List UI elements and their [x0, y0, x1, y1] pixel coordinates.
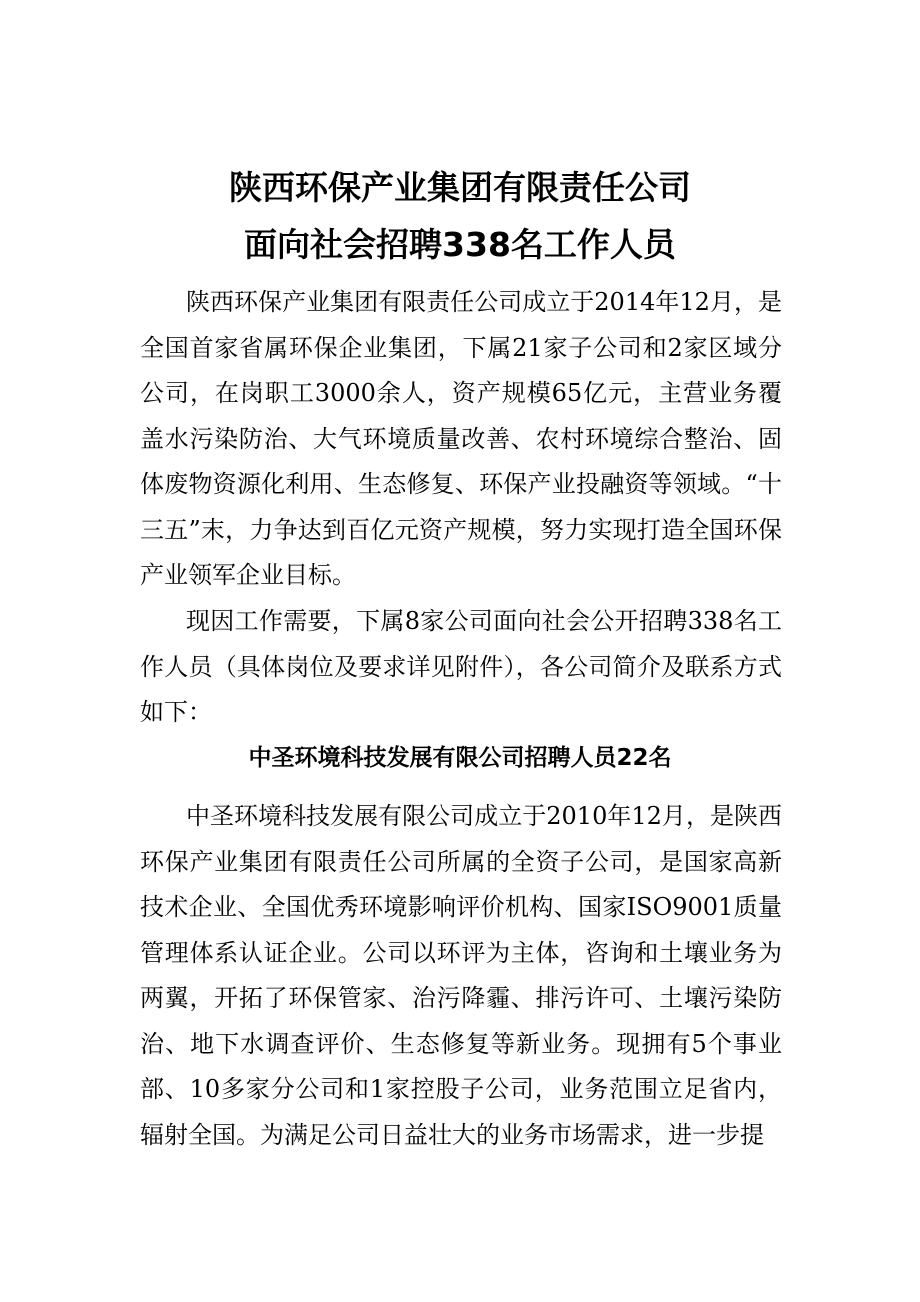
- company-intro-paragraph: 中圣环境科技发展有限公司成立于2010年12月，是陕西环保产业集团有限责任公司所属的全资子公司，是国家高新技术企业、全国优秀环境影响评价机构、国家ISO9001质量管理体系认证企业。公司以环评为主体，咨询和土壤业务为两翼，开拓了环保管家、治污降霾、排污许可、土壤污染防治、地下水调查评价、生态修复等新业务。现拥有5个事业部、10多家分公司和1家控股子公司，业务范围立足省内，辐射全国。为满足公司日益壮大的业务市场需求，进一步提: [140, 802, 782, 1149]
- recruitment-paragraph: 现因工作需要，下属8家公司面向社会公开招聘338名工作人员（具体岗位及要求详见附件），各公司简介及联系方式如下：: [140, 607, 782, 726]
- document-title-line-1: 陕西环保产业集团有限责任公司: [229, 168, 691, 207]
- intro-paragraph: 陕西环保产业集团有限责任公司成立于2014年12月，是全国首家省属环保企业集团，下属21家子公司和2家区域分公司，在岗职工3000余人，资产规模65亿元，主营业务覆盖水污染防治、大气环境质量改善、农村环境综合整治、固体废物资源化利用、生态修复、环保产业投融资等领域。“十三五”末，力争达到百亿元资产规模，努力实现打造全国环保产业领军企业目标。: [140, 288, 782, 589]
- section-heading: 中圣环境科技发展有限公司招聘人员22名: [248, 745, 672, 771]
- document-title-line-2: 面向社会招聘338名工作人员: [244, 225, 676, 264]
